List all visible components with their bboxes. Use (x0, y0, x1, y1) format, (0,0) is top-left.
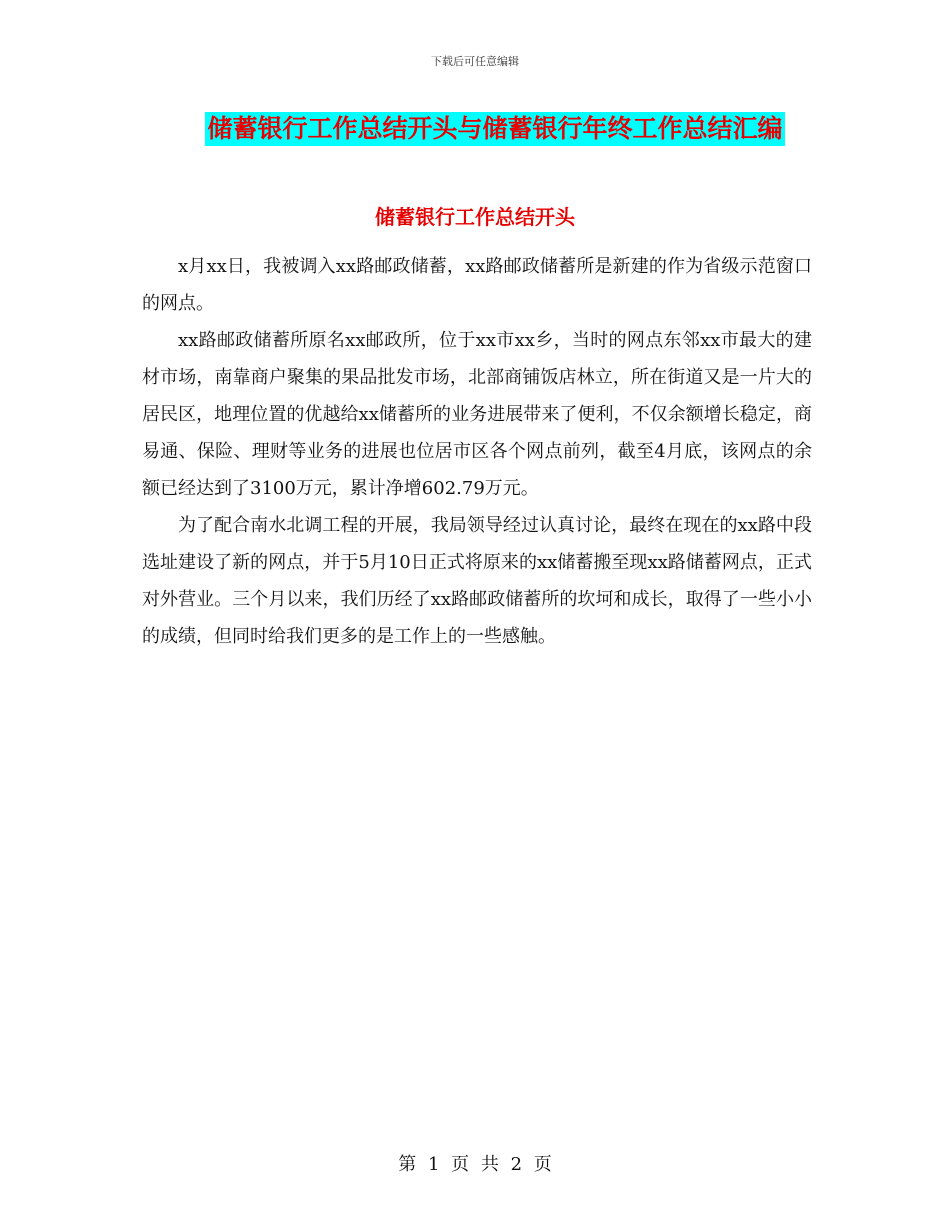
page-number-footer: 第 1 页 共 2 页 (398, 1154, 552, 1175)
section-title: 储蓄银行工作总结开头 (375, 205, 575, 229)
document-title-container (0, 112, 950, 146)
body-paragraph: 为了配合南水北调工程的开展，我局领导经过认真讨论，最终在现在的xx路中段选址建设了新的网点，并于5月10日正式将原来的xx储蓄搬至现xx路储蓄网点，正式对外营业。三个月以来，我们历经了xx路邮政储蓄所的坎坷和成长，取得了一些小小的成绩，但同时给我们更多的是工作上的一些感触。 (142, 515, 812, 647)
body-paragraph: x月xx日，我被调入xx路邮政储蓄，xx路邮政储蓄所是新建的作为省级示范窗口的网点。 (142, 256, 812, 314)
page-header-note: 下载后可任意编辑 (431, 55, 519, 68)
body-paragraph: xx路邮政储蓄所原名xx邮政所，位于xx市xx乡，当时的网点东邻xx市最大的建材市场，南靠商户聚集的果品批发市场，北部商铺饭店林立，所在街道又是一片大的居民区，地理位置的优越给xx储蓄所的业务进展带来了便利，不仅余额增长稳定，商易通、保险、理财等业务的进展也位居市区各个网点前列，截至4月底，该网点的余额已经达到了3100万元，累计净增602.79万元。 (142, 330, 812, 499)
document-body (142, 248, 812, 655)
document-title: 储蓄银行工作总结开头与储蓄银行年终工作总结汇编 (205, 112, 784, 146)
